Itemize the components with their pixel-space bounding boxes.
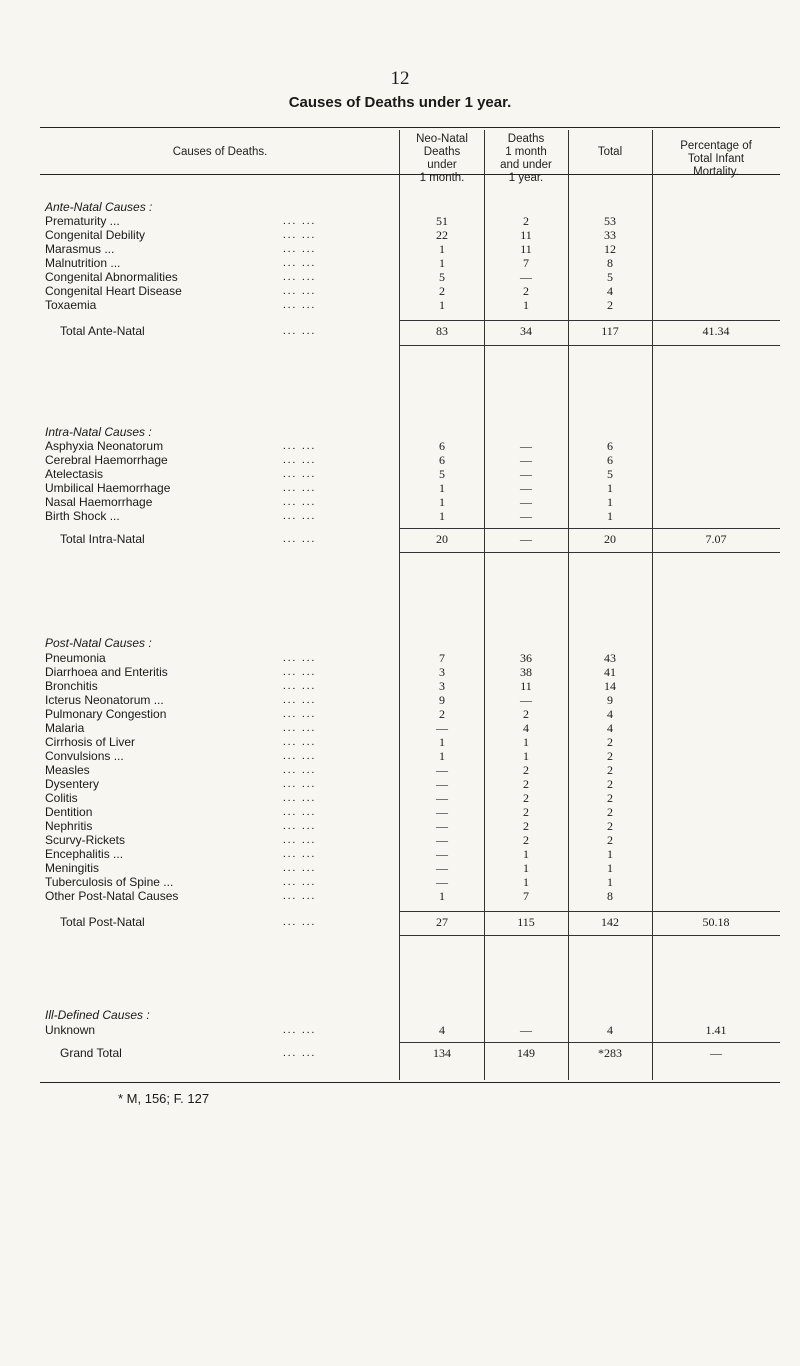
leader-dots: ... ... <box>283 694 317 706</box>
month-year-value: 11 <box>520 679 532 693</box>
month-year-value: 1 <box>523 735 529 749</box>
table-row <box>0 679 800 693</box>
table-row <box>0 861 800 875</box>
cause-label: Icterus Neonatorum ... <box>45 693 164 707</box>
subtotal-rule <box>400 345 780 346</box>
subtotal-rule <box>400 528 780 529</box>
neonatal-value: 22 <box>436 228 448 242</box>
cause-label: Asphyxia Neonatorum <box>45 439 164 453</box>
total-value: 1 <box>607 509 613 523</box>
month-year-value: 1 <box>523 875 529 889</box>
neonatal-value: 1 <box>439 256 445 270</box>
neonatal-value: — <box>436 721 448 735</box>
leader-dots: ... ... <box>283 243 317 255</box>
total-value: 4 <box>607 721 613 735</box>
cause-label: Meningitis <box>45 861 100 875</box>
section-title-ante-natal: Ante-Natal Causes : <box>45 200 153 214</box>
month-year-value: — <box>520 532 532 546</box>
section-title-post-natal: Post-Natal Causes : <box>45 636 152 650</box>
month-year-value: — <box>520 693 532 707</box>
leader-dots: ... ... <box>283 496 317 508</box>
table-row <box>0 439 800 453</box>
cause-label: Congenital Abnormalities <box>45 270 178 284</box>
percentage-value: 7.07 <box>705 532 727 546</box>
month-year-value: 7 <box>523 889 529 903</box>
header-line: Mortality. <box>693 166 739 178</box>
month-year-value: 1 <box>523 847 529 861</box>
total-value: 4 <box>607 1023 613 1037</box>
total-value: 4 <box>607 707 613 721</box>
total-row-intra-natal <box>0 532 800 546</box>
month-year-value: 2 <box>523 833 529 847</box>
month-year-value: 11 <box>520 228 532 242</box>
total-value: 12 <box>604 242 616 256</box>
cause-label: Pulmonary Congestion <box>45 707 167 721</box>
leader-dots: ... ... <box>283 652 317 664</box>
month-year-value: 7 <box>523 256 529 270</box>
total-value: *283 <box>598 1046 622 1060</box>
leader-dots: ... ... <box>283 764 317 776</box>
total-value: 20 <box>604 532 616 546</box>
cause-label: Dysentery <box>45 777 100 791</box>
table-row <box>0 214 800 228</box>
cause-label: Bronchitis <box>45 679 98 693</box>
leader-dots: ... ... <box>283 440 317 452</box>
cause-label: Unknown <box>45 1023 96 1037</box>
total-value: 2 <box>607 791 613 805</box>
cause-label: Cirrhosis of Liver <box>45 735 136 749</box>
leader-dots: ... ... <box>283 325 317 337</box>
total-value: 1 <box>607 495 613 509</box>
total-value: 2 <box>607 777 613 791</box>
table-row <box>0 256 800 270</box>
total-value: 5 <box>607 467 613 481</box>
subtotal-rule <box>400 1042 780 1043</box>
total-value: 2 <box>607 805 613 819</box>
leader-dots: ... ... <box>283 468 317 480</box>
table-row <box>0 453 800 467</box>
total-value: 43 <box>604 651 616 665</box>
percentage-value: 50.18 <box>702 915 730 929</box>
cause-label: Scurvy-Rickets <box>45 833 126 847</box>
grand-total-label: Grand Total <box>60 1046 122 1060</box>
cause-label: Diarrhoea and Enteritis <box>45 665 168 679</box>
neonatal-value: 9 <box>439 693 445 707</box>
table-row <box>0 889 800 903</box>
cause-label: Nasal Haemorrhage <box>45 495 153 509</box>
subtotal-rule <box>400 935 780 936</box>
leader-dots: ... ... <box>283 229 317 241</box>
total-value: 2 <box>607 298 613 312</box>
cause-label: Convulsions ... <box>45 749 124 763</box>
leader-dots: ... ... <box>283 215 317 227</box>
header-causes <box>40 146 400 159</box>
grand-total-row <box>0 1046 800 1060</box>
neonatal-value: 1 <box>439 509 445 523</box>
header-line: 1 month. <box>419 172 465 184</box>
month-year-value: 34 <box>520 324 532 338</box>
neonatal-value: 134 <box>433 1046 451 1060</box>
table-row <box>0 721 800 735</box>
neonatal-value: 3 <box>439 679 445 693</box>
total-value: 4 <box>607 284 613 298</box>
total-value: 9 <box>607 693 613 707</box>
month-year-value: 2 <box>523 777 529 791</box>
cause-label: Malnutrition ... <box>45 256 121 270</box>
table-row <box>0 749 800 763</box>
total-value: 5 <box>607 270 613 284</box>
neonatal-value: 1 <box>439 735 445 749</box>
header-line: Percentage of <box>680 140 752 152</box>
header-line: 1 month <box>505 146 547 158</box>
section-title-intra-natal: Intra-Natal Causes : <box>45 425 152 439</box>
header-causes-label: Causes of Deaths. <box>172 146 268 158</box>
leader-dots: ... ... <box>283 820 317 832</box>
leader-dots: ... ... <box>283 510 317 522</box>
total-value: 8 <box>607 889 613 903</box>
neonatal-value: — <box>436 833 448 847</box>
neonatal-value: — <box>436 791 448 805</box>
neonatal-value: 5 <box>439 467 445 481</box>
cause-label: Prematurity ... <box>45 214 120 228</box>
month-year-value: 2 <box>523 707 529 721</box>
header-line: Deaths <box>423 146 461 158</box>
neonatal-value: 1 <box>439 242 445 256</box>
table-row <box>0 875 800 889</box>
cause-label: Tuberculosis of Spine ... <box>45 875 174 889</box>
cause-label: Nephritis <box>45 819 93 833</box>
leader-dots: ... ... <box>283 722 317 734</box>
neonatal-value: 6 <box>439 439 445 453</box>
header-line: and under <box>500 159 552 171</box>
table-row <box>0 228 800 242</box>
month-year-value: 2 <box>523 284 529 298</box>
page-number: 12 <box>390 68 410 89</box>
total-value: 41 <box>604 665 616 679</box>
cause-label: Colitis <box>45 791 78 805</box>
page-title: Causes of Deaths under 1 year. <box>288 94 512 111</box>
cause-label: Marasmus ... <box>45 242 115 256</box>
neonatal-value: — <box>436 805 448 819</box>
header-month-year <box>484 133 568 185</box>
leader-dots: ... ... <box>283 666 317 678</box>
header-total-label: Total <box>597 146 623 158</box>
table-row <box>0 777 800 791</box>
table-row <box>0 665 800 679</box>
subtotal-rule <box>400 911 780 912</box>
month-year-value: 1 <box>523 861 529 875</box>
table-row <box>0 1023 800 1037</box>
cause-label: Other Post-Natal Causes <box>45 889 179 903</box>
table-bottom-rule <box>40 1082 780 1083</box>
header-percentage <box>652 140 780 179</box>
leader-dots: ... ... <box>283 806 317 818</box>
total-value: 6 <box>607 439 613 453</box>
leader-dots: ... ... <box>283 257 317 269</box>
total-value: 117 <box>601 324 619 338</box>
neonatal-value: 83 <box>436 324 448 338</box>
table-row <box>0 763 800 777</box>
leader-dots: ... ... <box>283 482 317 494</box>
neonatal-value: 1 <box>439 749 445 763</box>
cause-label: Cerebral Haemorrhage <box>45 453 168 467</box>
month-year-value: 1 <box>523 749 529 763</box>
table-row <box>0 509 800 523</box>
month-year-value: — <box>520 481 532 495</box>
leader-dots: ... ... <box>283 834 317 846</box>
month-year-value: — <box>520 439 532 453</box>
leader-dots: ... ... <box>283 792 317 804</box>
month-year-value: 2 <box>523 819 529 833</box>
header-line: 1 year. <box>508 172 544 184</box>
neonatal-value: 1 <box>439 481 445 495</box>
table-row <box>0 707 800 721</box>
neonatal-value: 5 <box>439 270 445 284</box>
month-year-value: 2 <box>523 805 529 819</box>
neonatal-value: 2 <box>439 284 445 298</box>
table-row <box>0 847 800 861</box>
table-row <box>0 270 800 284</box>
neonatal-value: 3 <box>439 665 445 679</box>
total-value: 6 <box>607 453 613 467</box>
total-value: 2 <box>607 735 613 749</box>
total-value: 2 <box>607 763 613 777</box>
total-label: Total Ante-Natal <box>60 324 145 338</box>
subtotal-rule <box>400 320 780 321</box>
total-value: 1 <box>607 847 613 861</box>
cause-label: Toxaemia <box>45 298 97 312</box>
header-line: Total Infant <box>687 153 745 165</box>
footnote: * M, 156; F. 127 <box>118 1091 210 1106</box>
neonatal-value: 2 <box>439 707 445 721</box>
neonatal-value: — <box>436 875 448 889</box>
percentage-value: 41.34 <box>702 324 730 338</box>
cause-label: Malaria <box>45 721 85 735</box>
month-year-value: 36 <box>520 651 532 665</box>
total-value: 2 <box>607 819 613 833</box>
month-year-value: 11 <box>520 242 532 256</box>
total-value: 1 <box>607 875 613 889</box>
total-value: 14 <box>604 679 616 693</box>
leader-dots: ... ... <box>283 299 317 311</box>
total-value: 1 <box>607 481 613 495</box>
month-year-value: 1 <box>523 298 529 312</box>
leader-dots: ... ... <box>283 708 317 720</box>
header-line: under <box>427 159 457 171</box>
neonatal-value: 1 <box>439 495 445 509</box>
header-line: Deaths <box>507 133 545 145</box>
cause-label: Pneumonia <box>45 651 106 665</box>
total-row-post-natal <box>0 915 800 929</box>
table-row <box>0 242 800 256</box>
table-row <box>0 298 800 312</box>
table-row <box>0 735 800 749</box>
month-year-value: 2 <box>523 763 529 777</box>
leader-dots: ... ... <box>283 750 317 762</box>
total-value: 2 <box>607 749 613 763</box>
leader-dots: ... ... <box>283 285 317 297</box>
month-year-value: 38 <box>520 665 532 679</box>
leader-dots: ... ... <box>283 736 317 748</box>
leader-dots: ... ... <box>283 876 317 888</box>
month-year-value: 149 <box>517 1046 535 1060</box>
header-neonatal <box>400 133 484 185</box>
table-row <box>0 467 800 481</box>
neonatal-value: 1 <box>439 298 445 312</box>
cause-label: Congenital Heart Disease <box>45 284 182 298</box>
cause-label: Umbilical Haemorrhage <box>45 481 171 495</box>
cause-label: Dentition <box>45 805 93 819</box>
leader-dots: ... ... <box>283 271 317 283</box>
leader-dots: ... ... <box>283 848 317 860</box>
leader-dots: ... ... <box>283 454 317 466</box>
neonatal-value: — <box>436 847 448 861</box>
month-year-value: 4 <box>523 721 529 735</box>
total-value: 8 <box>607 256 613 270</box>
month-year-value: 2 <box>523 214 529 228</box>
header-total <box>568 146 652 159</box>
leader-dots: ... ... <box>283 862 317 874</box>
neonatal-value: — <box>436 861 448 875</box>
header-line: Neo-Natal <box>416 133 468 145</box>
month-year-value: — <box>520 270 532 284</box>
neonatal-value: — <box>436 763 448 777</box>
table-row <box>0 284 800 298</box>
total-value: 53 <box>604 214 616 228</box>
percentage-value: 1.41 <box>705 1023 727 1037</box>
table-row <box>0 805 800 819</box>
total-label: Total Intra-Natal <box>60 532 145 546</box>
month-year-value: 2 <box>523 791 529 805</box>
neonatal-value: — <box>436 819 448 833</box>
table-row <box>0 693 800 707</box>
leader-dots: ... ... <box>283 916 317 928</box>
neonatal-value: 1 <box>439 889 445 903</box>
month-year-value: — <box>520 1023 532 1037</box>
leader-dots: ... ... <box>283 1047 317 1059</box>
month-year-value: — <box>520 467 532 481</box>
leader-dots: ... ... <box>283 680 317 692</box>
total-row-ante-natal <box>0 324 800 338</box>
neonatal-value: 4 <box>439 1023 445 1037</box>
leader-dots: ... ... <box>283 890 317 902</box>
month-year-value: — <box>520 453 532 467</box>
table-row <box>0 791 800 805</box>
cause-label: Congenital Debility <box>45 228 146 242</box>
month-year-value: — <box>520 495 532 509</box>
subtotal-rule <box>400 552 780 553</box>
cause-label: Birth Shock ... <box>45 509 120 523</box>
neonatal-value: 20 <box>436 532 448 546</box>
neonatal-value: 27 <box>436 915 448 929</box>
section-title-ill-defined: Ill-Defined Causes : <box>45 1008 150 1022</box>
table-row <box>0 495 800 509</box>
table-top-rule <box>40 127 780 128</box>
cause-label: Measles <box>45 763 90 777</box>
percentage-value: — <box>710 1046 722 1060</box>
leader-dots: ... ... <box>283 533 317 545</box>
month-year-value: 115 <box>517 915 535 929</box>
table-row <box>0 651 800 665</box>
total-value: 1 <box>607 861 613 875</box>
table-row <box>0 481 800 495</box>
neonatal-value: — <box>436 777 448 791</box>
month-year-value: — <box>520 509 532 523</box>
neonatal-value: 7 <box>439 651 445 665</box>
neonatal-value: 6 <box>439 453 445 467</box>
neonatal-value: 51 <box>436 214 448 228</box>
total-value: 142 <box>601 915 619 929</box>
leader-dots: ... ... <box>283 1024 317 1036</box>
table-row <box>0 833 800 847</box>
total-value: 33 <box>604 228 616 242</box>
cause-label: Atelectasis <box>45 467 104 481</box>
table-row <box>0 819 800 833</box>
total-label: Total Post-Natal <box>60 915 145 929</box>
leader-dots: ... ... <box>283 778 317 790</box>
total-value: 2 <box>607 833 613 847</box>
cause-label: Encephalitis ... <box>45 847 124 861</box>
